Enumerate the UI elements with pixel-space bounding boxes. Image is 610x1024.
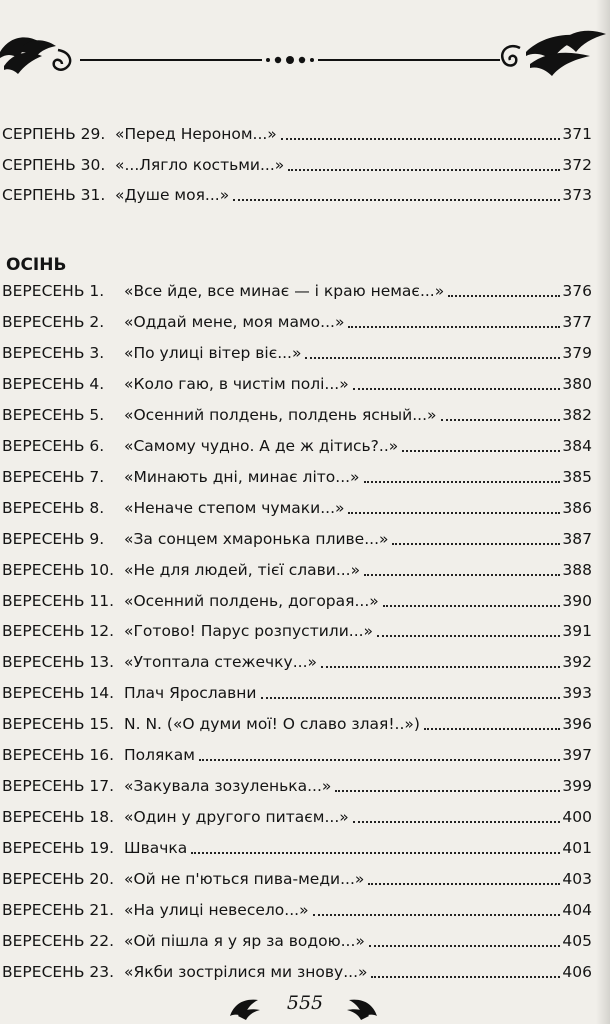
toc-entry — [2, 181, 592, 209]
dot-leader — [369, 945, 560, 947]
toc-entry-date: ВЕРЕСЕНЬ 15. — [2, 715, 115, 734]
toc-entry-page: 386 — [562, 498, 592, 517]
dot-leader — [402, 450, 560, 452]
left-flourish-icon — [0, 37, 70, 74]
dot-leader — [424, 728, 560, 730]
toc-entry — [2, 865, 592, 893]
toc-entry-page: 403 — [562, 870, 592, 889]
toc-entry — [2, 151, 592, 179]
toc-entry-page: 404 — [562, 901, 592, 919]
toc-entry — [2, 370, 592, 398]
page-edge-shadow — [596, 0, 610, 1024]
toc-entry-date: ВЕРЕСЕНЬ 14. — [2, 684, 115, 703]
toc-entry — [2, 308, 592, 336]
toc-entry-date: ВЕРЕСЕНЬ 5. — [2, 405, 105, 424]
toc-entry-page: 382 — [562, 405, 592, 424]
page-footer — [0, 990, 610, 1024]
dot-leader — [191, 852, 560, 854]
toc-entry-date: ВЕРЕСЕНЬ 19. — [2, 839, 115, 858]
toc-entry-title: «Не для людей, тієї слави...» — [124, 560, 361, 579]
dot-leader — [353, 388, 560, 390]
toc-entry-page: 406 — [562, 962, 592, 981]
toc-entry-date: ВЕРЕСЕНЬ 22. — [2, 931, 115, 950]
toc-entry — [2, 120, 592, 148]
section-heading-autumn: ОСІНЬ — [6, 255, 67, 275]
toc-entry-title: Полякам — [124, 746, 195, 765]
dot-leader — [261, 697, 560, 699]
dot-leader — [288, 169, 560, 171]
toc-entry — [2, 834, 592, 862]
toc-entry-title: «Душе моя...» — [115, 186, 230, 205]
toc-entry-date: ВЕРЕСЕНЬ 18. — [2, 808, 115, 827]
toc-entry-page: 390 — [562, 591, 592, 610]
toc-entry-page: 396 — [562, 715, 592, 734]
toc-entry-page: 371 — [562, 125, 592, 143]
toc-entry-date: ВЕРЕСЕНЬ 7. — [2, 467, 105, 486]
footer-left-flourish-icon — [228, 996, 262, 1020]
toc-entry-title: «Закувала зозуленька...» — [124, 777, 332, 796]
toc-entry-page: 373 — [562, 186, 592, 205]
toc-entry-date: ВЕРЕСЕНЬ 20. — [2, 870, 115, 889]
toc-entry — [2, 463, 592, 491]
dot-leader — [441, 419, 560, 421]
toc-entry — [2, 339, 592, 367]
toc-entry-page: 397 — [562, 746, 592, 765]
toc-entry-date: ВЕРЕСЕНЬ 10. — [2, 560, 115, 579]
toc-entry-title: «По улиці вітер віє...» — [124, 343, 302, 362]
page-number: 555 — [286, 992, 324, 1014]
toc-entry-page: 385 — [562, 467, 592, 486]
toc-entry-date: ВЕРЕСЕНЬ 4. — [2, 374, 105, 393]
toc-entry-page: 387 — [562, 529, 592, 548]
toc-entry-title: Швачка — [124, 839, 188, 858]
dot-leader — [321, 666, 560, 668]
toc-entry-date: ВЕРЕСЕНЬ 2. — [2, 312, 105, 331]
dot-leader — [305, 357, 560, 359]
dot-leader — [383, 605, 560, 607]
dot-leader — [335, 790, 560, 792]
dot-leader — [281, 138, 560, 140]
toc-entry — [2, 556, 592, 584]
toc-entry-title: «Якби зострілися ми знову...» — [124, 962, 368, 981]
toc-entry-title: «Все йде, все минає — і краю немає...» — [124, 282, 445, 300]
toc-entry — [2, 896, 592, 924]
header-ornament — [0, 22, 610, 82]
toc-entry-title: «Коло гаю, в чистім полі...» — [124, 374, 349, 393]
toc-entry-date: ВЕРЕСЕНЬ 11. — [2, 591, 115, 610]
toc-entry-page: 380 — [562, 374, 592, 393]
toc-entry — [2, 401, 592, 429]
dot-leader — [348, 326, 560, 328]
toc-entry-page: 392 — [562, 653, 592, 672]
toc-entry-title: «Осенний полдень, догорая...» — [124, 591, 379, 610]
toc-entry-title: «За сонцем хмаронька пливе...» — [124, 529, 389, 548]
toc-entry-title: «На улиці невесело...» — [124, 901, 309, 919]
toc-entry-title: «Утоптала стежечку...» — [124, 653, 317, 672]
toc-entry — [2, 803, 592, 831]
toc-entry-page: 377 — [562, 312, 592, 331]
dot-leader — [233, 199, 560, 201]
toc-entry-title: «Оддай мене, моя мамо...» — [124, 312, 345, 331]
toc-entry-title: «Самому чудно. А де ж дітись?..» — [124, 436, 399, 455]
toc-entry — [2, 494, 592, 522]
toc-entry-date: ВЕРЕСЕНЬ 13. — [2, 653, 115, 672]
dot-leader — [353, 821, 560, 823]
dot-leader — [199, 759, 560, 761]
toc-entry — [2, 432, 592, 460]
toc-entry-page: 405 — [562, 931, 592, 950]
toc-entry-date: ВЕРЕСЕНЬ 17. — [2, 777, 115, 796]
toc-entry-date: СЕРПЕНЬ 31. — [2, 186, 106, 205]
toc-entry-page: 384 — [562, 436, 592, 455]
toc-entry-title: «Осенний полдень, полдень ясный...» — [124, 405, 437, 424]
toc-entry-page: 388 — [562, 560, 592, 579]
dot-leader — [364, 574, 560, 576]
toc-entry-title: «Минають дні, минає літо...» — [124, 467, 360, 486]
dot-leader — [377, 635, 560, 637]
toc-entry-title: «Неначе степом чумаки...» — [124, 498, 345, 517]
toc-entry-date: ВЕРЕСЕНЬ 8. — [2, 498, 105, 517]
toc-entry — [2, 741, 592, 769]
toc-entry-date: ВЕРЕСЕНЬ 1. — [2, 282, 105, 300]
toc-entry-title: Плач Ярославни — [124, 684, 257, 703]
toc-entry-title: «Готово! Парус розпустили...» — [124, 622, 374, 641]
toc-entry-page: 391 — [562, 622, 592, 641]
toc-entry-date: ВЕРЕСЕНЬ 3. — [2, 343, 105, 362]
toc-entry-page: 400 — [562, 808, 592, 827]
toc-entry — [2, 679, 592, 707]
toc-entry-date: СЕРПЕНЬ 29. — [2, 125, 106, 143]
toc-entry — [2, 587, 592, 615]
toc-entry-title: «Ой не п'ються пива-меди...» — [124, 870, 365, 889]
toc-entry — [2, 617, 592, 645]
toc-entry — [2, 710, 592, 738]
toc-entry — [2, 958, 592, 986]
toc-entry-page: 399 — [562, 777, 592, 796]
toc-entry — [2, 772, 592, 800]
toc-entry-date: ВЕРЕСЕНЬ 9. — [2, 529, 105, 548]
toc-entry-page: 393 — [562, 684, 592, 703]
dot-leader — [392, 543, 560, 545]
dot-leader — [448, 295, 560, 297]
toc-entry-page: 401 — [562, 839, 592, 858]
dot-leader — [364, 481, 560, 483]
toc-entry — [2, 277, 592, 305]
toc-entry-page: 379 — [562, 343, 592, 362]
dot-leader — [371, 976, 560, 978]
toc-entry-title: N. N. («О думи мої! О славо злая!..») — [124, 715, 420, 734]
toc-entry-title: «Перед Нероном...» — [115, 125, 277, 143]
toc-entry-title: «...Лягло костьми...» — [115, 155, 285, 174]
toc-entry — [2, 648, 592, 676]
dot-leader — [368, 883, 560, 885]
toc-entry-date: ВЕРЕСЕНЬ 12. — [2, 622, 115, 641]
right-flourish-icon — [502, 31, 606, 76]
dot-leader — [348, 512, 560, 514]
toc-entry-title: «Один у другого питаєм...» — [124, 808, 349, 827]
toc-entry-date: ВЕРЕСЕНЬ 21. — [2, 901, 115, 919]
center-dots-icon — [266, 56, 314, 64]
toc-entry-date: ВЕРЕСЕНЬ 23. — [2, 962, 115, 981]
toc-entry-date: ВЕРЕСЕНЬ 16. — [2, 746, 115, 765]
dot-leader — [313, 914, 560, 916]
toc-entry-page: 372 — [562, 155, 592, 174]
toc-entry-date: СЕРПЕНЬ 30. — [2, 155, 106, 174]
toc-entry — [2, 927, 592, 955]
toc-entry-page: 376 — [562, 282, 592, 300]
toc-entry-date: ВЕРЕСЕНЬ 6. — [2, 436, 105, 455]
toc-entry-title: «Ой пішла я у яр за водою...» — [124, 931, 365, 950]
toc-entry — [2, 525, 592, 553]
footer-right-flourish-icon — [345, 996, 379, 1020]
